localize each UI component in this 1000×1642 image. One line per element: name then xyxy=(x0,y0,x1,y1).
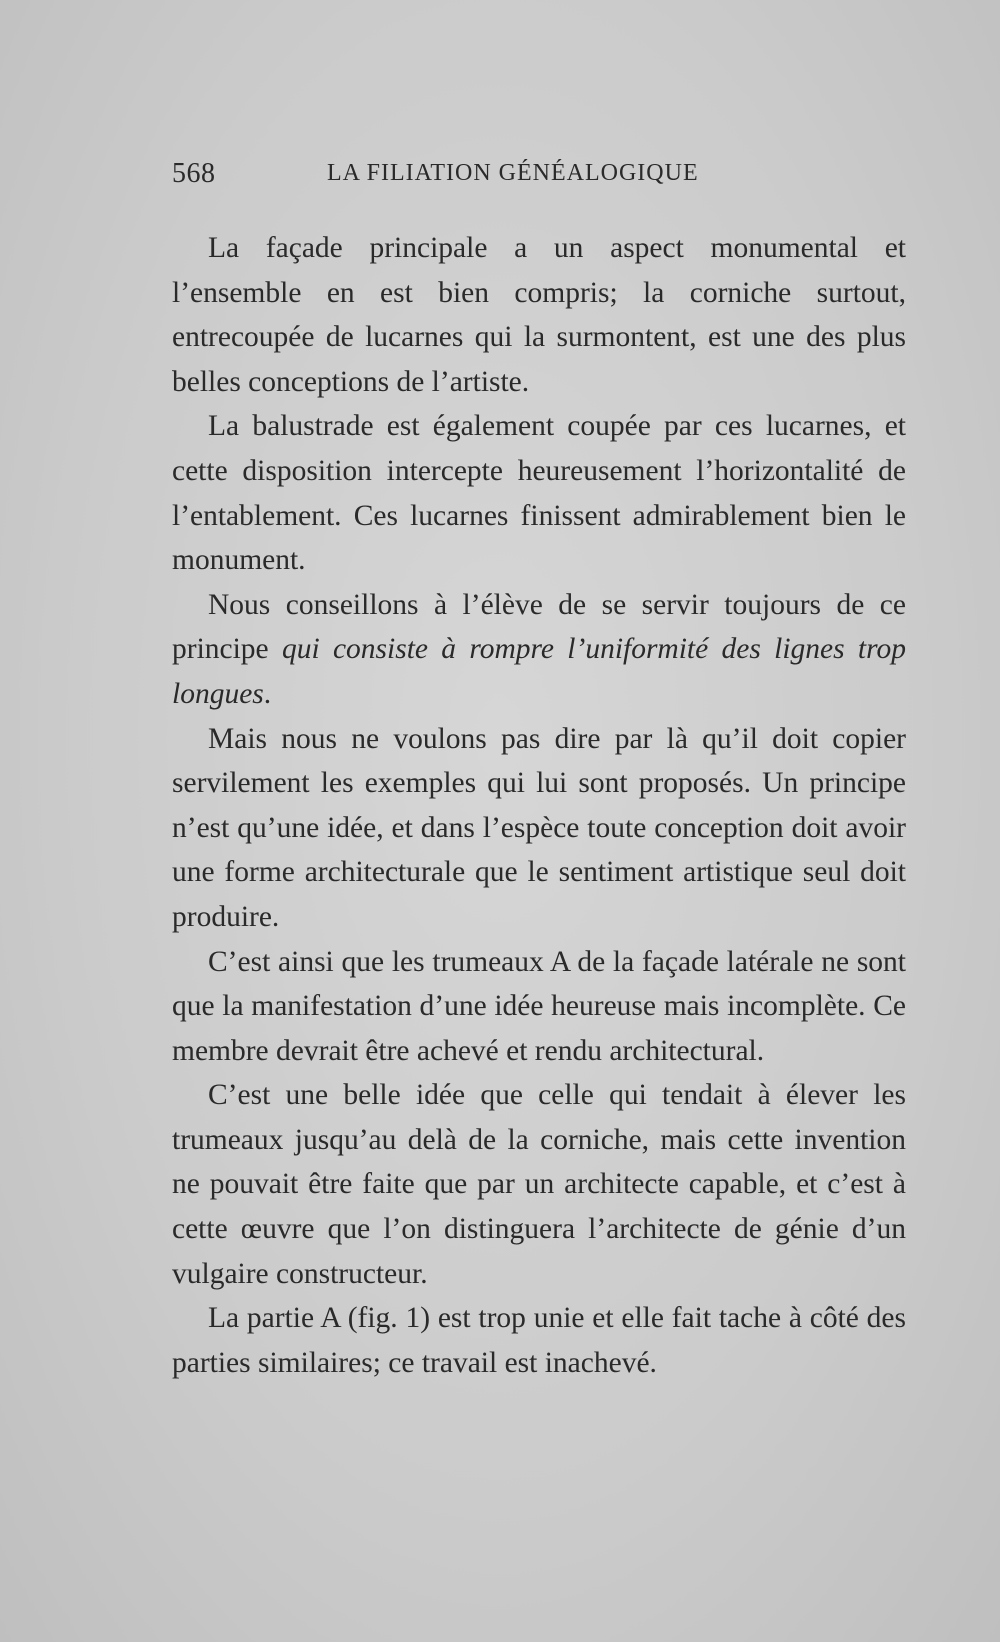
paragraph-1: La façade principale a un aspect monumental et l’ensemble en est bien compris; la corniche surtout, entrecoupée de lucarnes qui la surmontent, est une des plus belles conceptions de l’artiste. xyxy=(172,232,906,398)
page-number: 568 xyxy=(172,158,216,189)
paragraph-4: Mais nous ne voulons pas dire par là qu’il doit copier servilement les exemples qui lui sont proposés. Un principe n’est qu’une idée, et dans l’espèce toute conception doit avoir une forme architecturale que le sentiment artistique seul doit produire. xyxy=(172,722,906,933)
running-title: LA FILIATION GÉNÉALOGIQUE xyxy=(327,160,699,186)
page-header xyxy=(172,158,752,194)
paragraph-3-text: Nous conseillons à l’élève de se servir toujours de ce principe xyxy=(172,588,906,666)
body-text xyxy=(172,226,906,1385)
paragraph-3-end: . xyxy=(263,677,272,710)
paragraph-2: La balustrade est également coupée par ces lucarnes, et cette disposition intercepte heureusement l’horizontalité de l’entablement. Ces lucarnes finissent admirablement bien le monument. xyxy=(172,410,906,577)
paragraph-5: C’est ainsi que les trumeaux A de la façade latérale ne sont que la manifestation d’une idée heureuse mais incomplète. Ce membre devrait être achevé et rendu architectural. xyxy=(172,945,906,1067)
italic-phrase: qui consiste à rompre l’uniformité des lignes trop longues xyxy=(172,633,906,710)
paragraph-7: La partie A (fig. 1) est trop unie et elle fait tache à côté des parties similaires; ce travail est inachevé. xyxy=(172,1302,906,1379)
paragraph-6: C’est une belle idée que celle qui tendait à élever les trumeaux jusqu’au delà de la corniche, mais cette invention ne pouvait être faite que par un architecte capable, et c’est à cette œuvre que l’on distinguera l’architecte de génie d’un vulgaire constructeur. xyxy=(172,1079,906,1290)
paragraph-3 xyxy=(172,583,906,717)
